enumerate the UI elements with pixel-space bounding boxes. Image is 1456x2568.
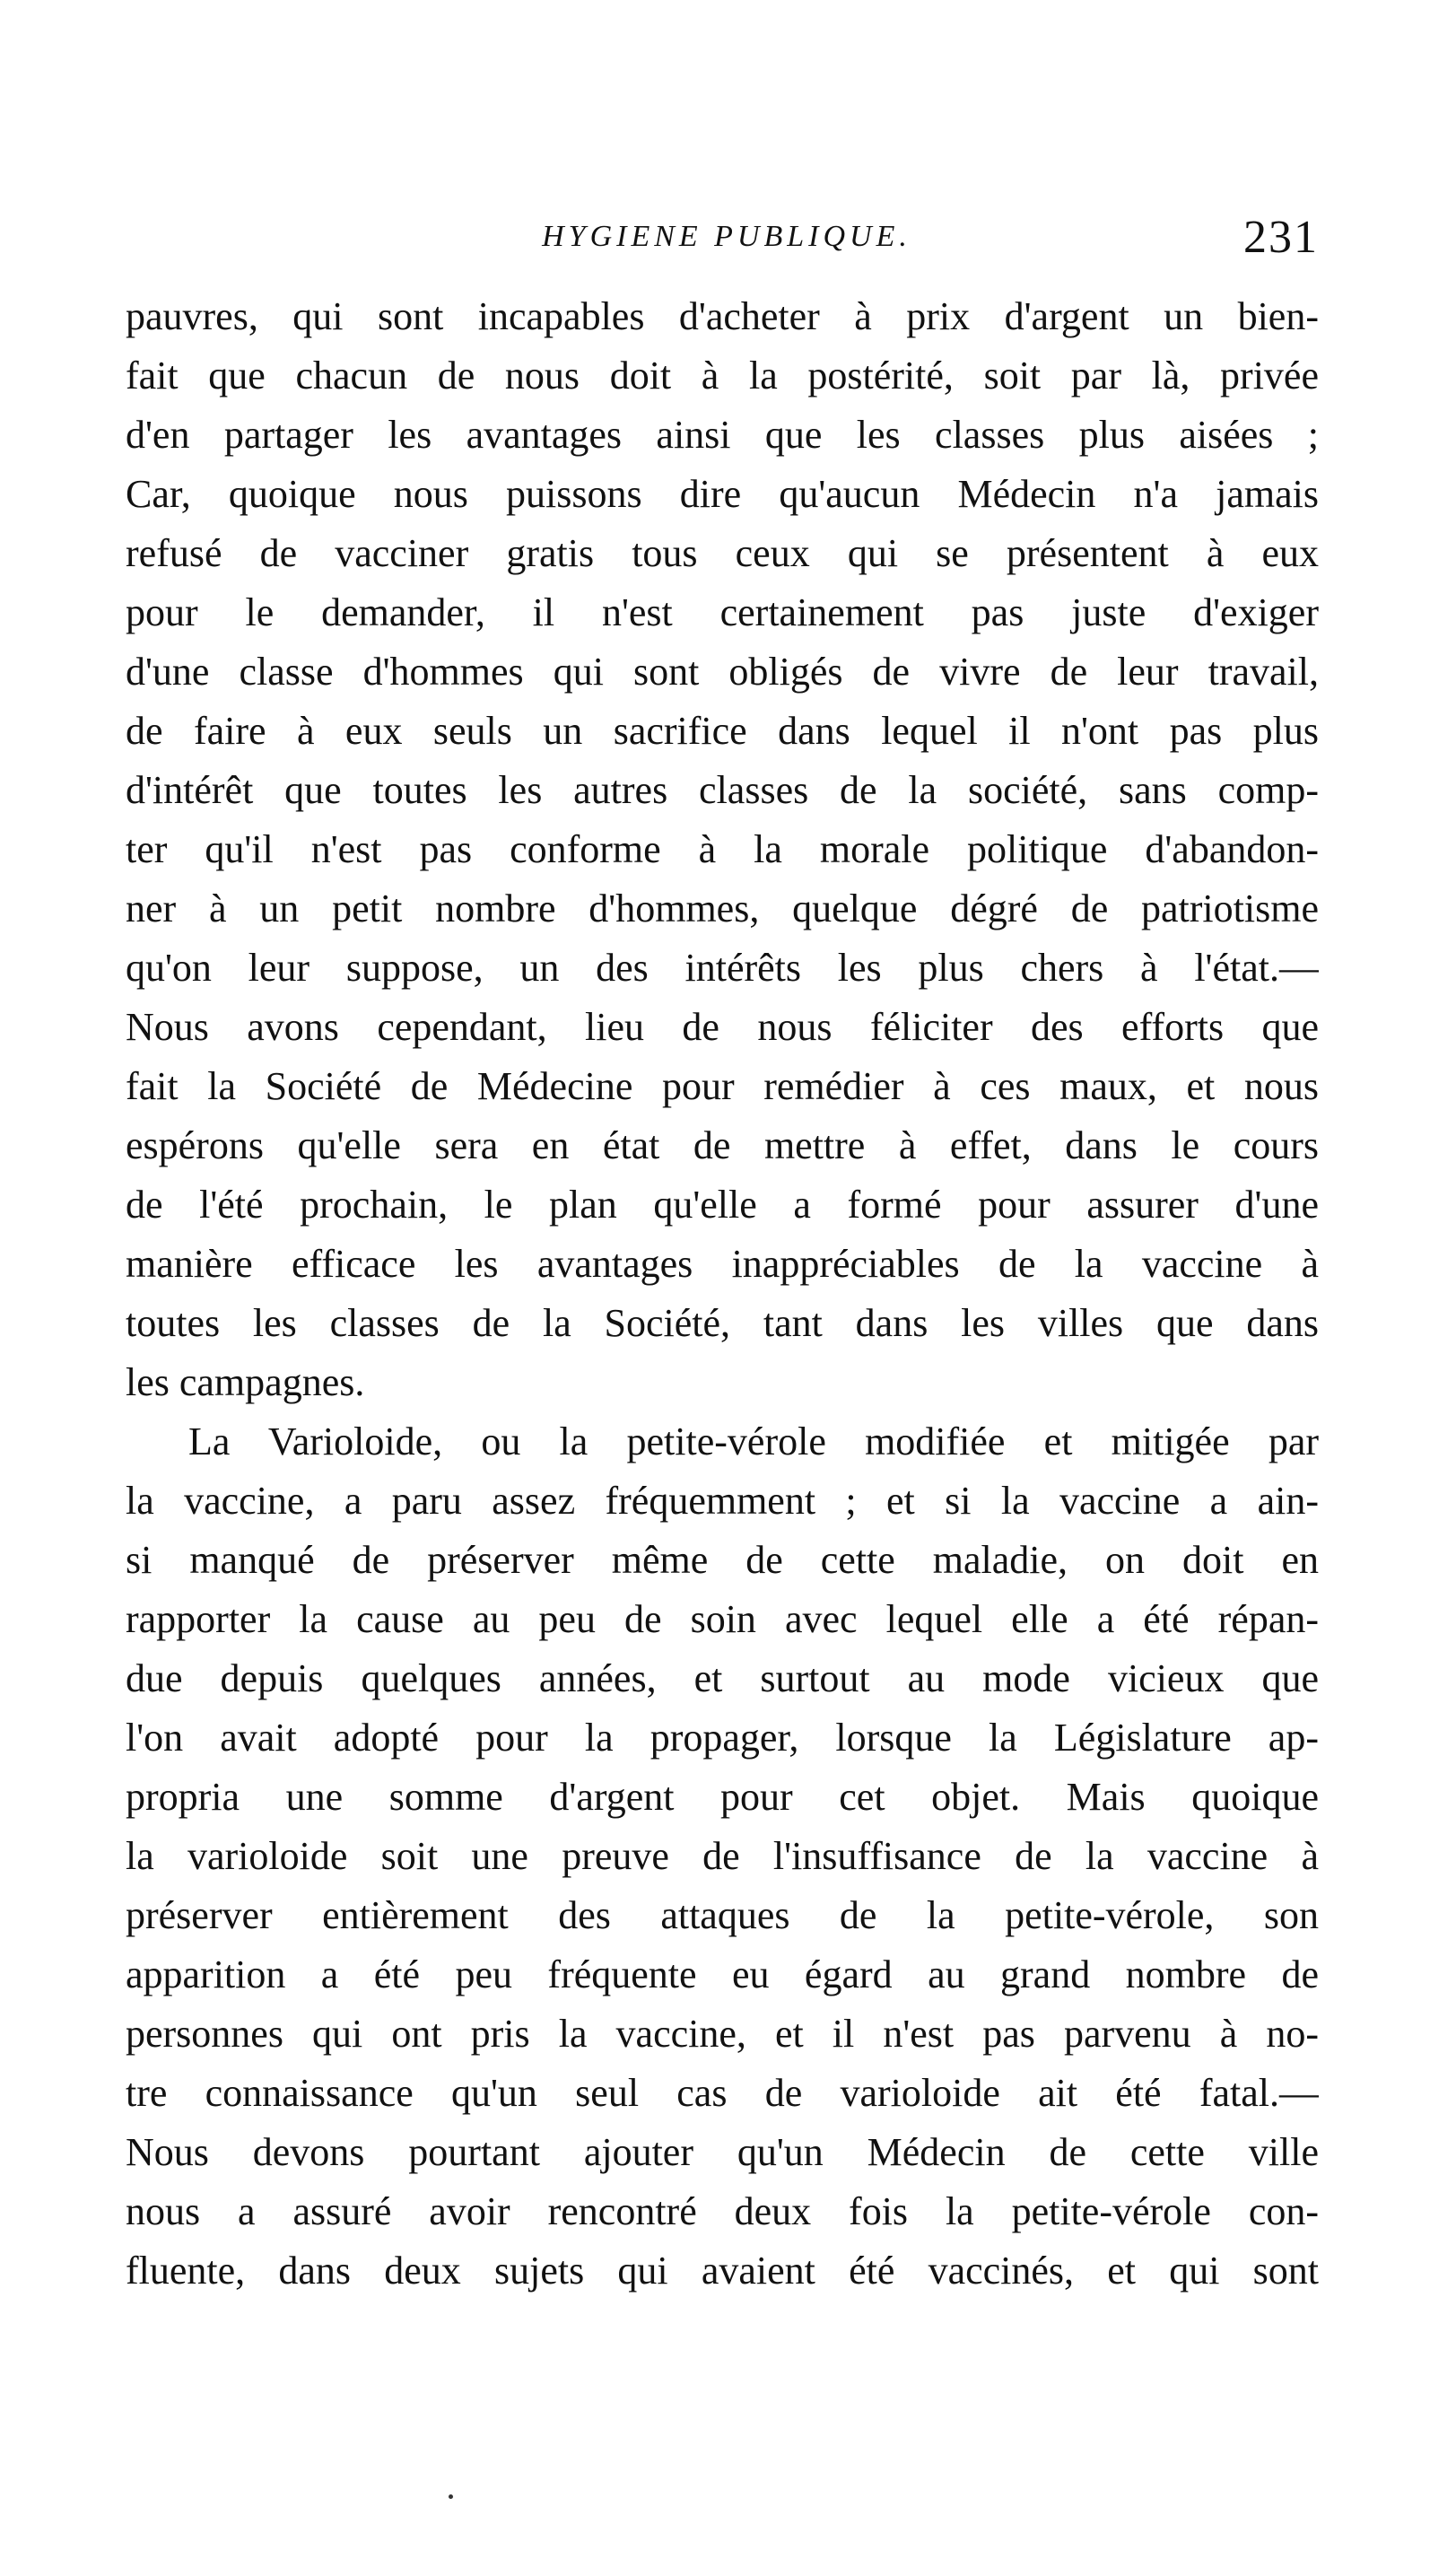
text-line: d'intérêt que toutes les autres classes de la société, sans comp-: [126, 768, 1319, 812]
text-line: fluente, dans deux sujets qui avaient été vaccinés, et qui sont: [126, 2249, 1319, 2293]
text-line: Nous devons pourtant ajouter qu'un Médecin de cette ville: [126, 2130, 1319, 2174]
text-line: pour le demander, il n'est certainement pas juste d'exiger: [126, 590, 1319, 634]
text-line: Nous avons cependant, lieu de nous féliciter des efforts que: [126, 1005, 1319, 1049]
text-line: rapporter la cause au peu de soin avec lequel elle a été répan-: [126, 1597, 1319, 1641]
text-line: préserver entièrement des attaques de la petite-vérole, son: [126, 1893, 1319, 1937]
text-line: apparition a été peu fréquente eu égard au grand nombre de: [126, 1952, 1319, 1996]
text-line: tre connaissance qu'un seul cas de varioloide ait été fatal.—: [126, 2071, 1319, 2115]
text-line: la varioloide soit une preuve de l'insuffisance de la vaccine à: [126, 1834, 1319, 1878]
text-line: ter qu'il n'est pas conforme à la morale politique d'abandon-: [126, 827, 1319, 871]
page-number: 231: [1243, 212, 1319, 263]
text-line: fait la Société de Médecine pour remédier à ces maux, et nous: [126, 1064, 1319, 1108]
text-line: de faire à eux seuls un sacrifice dans lequel il n'ont pas plus: [126, 709, 1319, 753]
paragraph-end-line: les campagnes.: [126, 1360, 365, 1404]
text-line: la vaccine, a paru assez fréquemment ; et si la vaccine a ain-: [126, 1479, 1319, 1523]
text-line: fait que chacun de nous doit à la postérité, soit par là, privée: [126, 354, 1319, 397]
text-line: due depuis quelques années, et surtout au mode vicieux que: [126, 1656, 1319, 1700]
text-line: espérons qu'elle sera en état de mettre à effet, dans le cours: [126, 1123, 1319, 1167]
text-line: Car, quoique nous puissons dire qu'aucun Médecin n'a jamais: [126, 472, 1319, 516]
text-line: refusé de vacciner gratis tous ceux qui se présentent à eux: [126, 531, 1319, 575]
running-head: [135, 211, 1319, 265]
running-title: HYGIENE PUBLIQUE.: [542, 220, 911, 253]
paragraph-start-line: La Varioloide, ou la petite-vérole modifiée et mitigée par: [188, 1419, 1319, 1463]
text-line: ner à un petit nombre d'hommes, quelque dégré de patriotisme: [126, 887, 1319, 930]
text-line: nous a assuré avoir rencontré deux fois la petite-vérole con-: [126, 2189, 1319, 2233]
text-line: l'on avait adopté pour la propager, lorsque la Législature ap-: [126, 1716, 1319, 1760]
text-line: qu'on leur suppose, un des intérêts les plus chers à l'état.—: [126, 946, 1319, 990]
body-text: [126, 287, 1319, 2301]
text-line: propria une somme d'argent pour cet objet. Mais quoique: [126, 1775, 1319, 1819]
text-line: manière efficace les avantages inappréciables de la vaccine à: [126, 1242, 1319, 1286]
text-line: d'en partager les avantages ainsi que les classes plus aisées ;: [126, 413, 1319, 457]
text-line: si manqué de préserver même de cette maladie, on doit en: [126, 1538, 1319, 1582]
text-line: pauvres, qui sont incapables d'acheter à prix d'argent un bien-: [126, 294, 1319, 338]
text-line: d'une classe d'hommes qui sont obligés de vivre de leur travail,: [126, 650, 1319, 694]
ink-speck: [449, 2494, 453, 2499]
text-line: toutes les classes de la Société, tant dans les villes que dans: [126, 1301, 1319, 1345]
text-line: de l'été prochain, le plan qu'elle a formé pour assurer d'une: [126, 1183, 1319, 1227]
text-line: personnes qui ont pris la vaccine, et il n'est pas parvenu à no-: [126, 2012, 1319, 2056]
